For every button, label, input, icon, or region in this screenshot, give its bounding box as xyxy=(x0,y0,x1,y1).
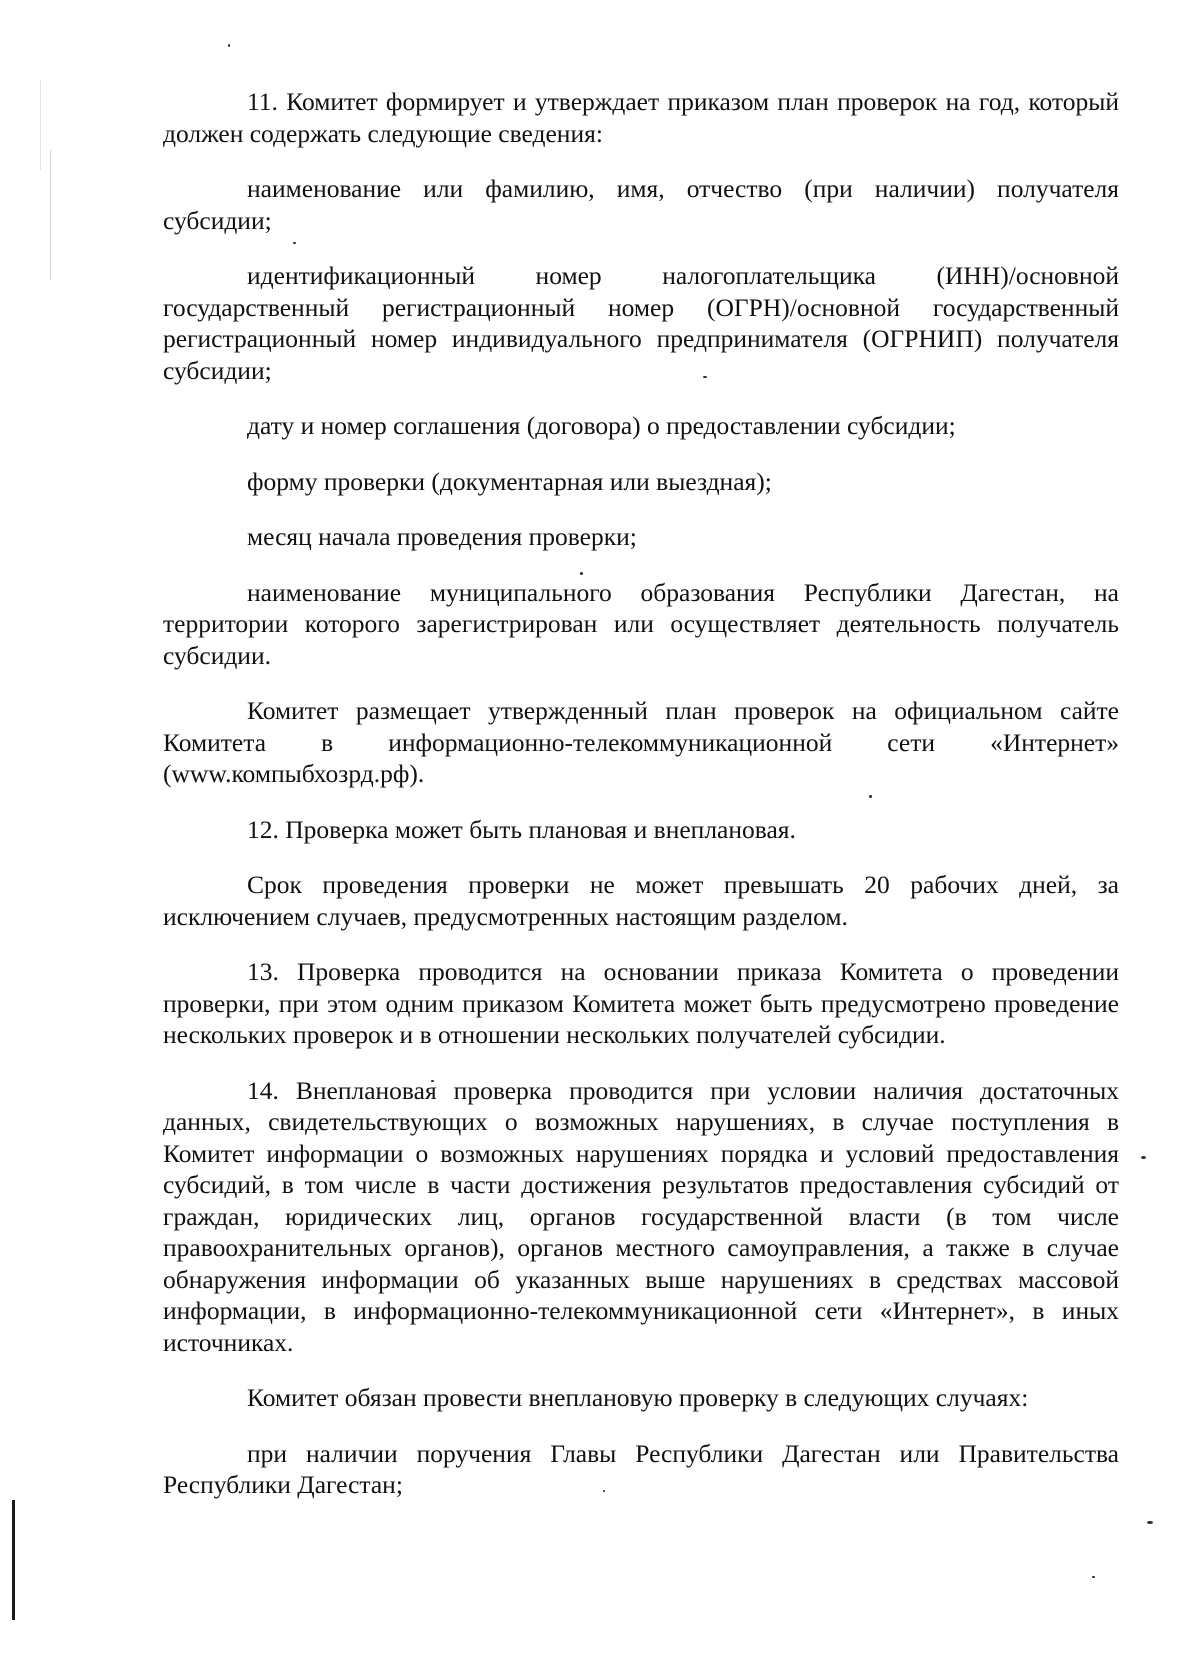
paragraph-municipality: наименование муниципального образования Республики Дагестан, на территории которого зарегистрирован или осуществляет деятельность получатель субсидии. xyxy=(163,577,1119,670)
paragraph-instruction-case: при наличии поручения Главы Республики Дагестан или Правительства Республики Дагестан; xyxy=(163,1438,1119,1499)
scan-speck xyxy=(228,44,230,47)
paragraph-inn-ogrn: идентификационный номер налогоплательщика (ИНН)/основной государственный регистрационный номер (ОГРН)/основной государственный регистрационный номер индивидуального предпринимателя (ОГРНИП) получателя субсидии; xyxy=(163,261,1119,385)
paragraph-plan-publication: Комитет размещает утвержденный план проверок на официальном сайте Комитета в информационно-телекоммуникационной сети «Интернет» (www.компыбхозрд.рф). xyxy=(163,696,1119,788)
scan-edge-faint-mark-2 xyxy=(40,80,41,170)
paragraph-mandatory-cases: Комитет обязан провести внеплановую проверку в следующих случаях: xyxy=(247,1383,1029,1412)
paragraph-12-types: 12. Проверка может быть плановая и внеплановая. xyxy=(247,814,796,844)
document-body xyxy=(163,86,1119,1525)
scan-speck xyxy=(1147,1521,1153,1524)
scan-edge-faint-mark xyxy=(50,150,51,280)
paragraph-11-plan: 11. Комитет формирует и утверждает приказом план проверок на год, который должен содержать следующие сведения: xyxy=(163,87,1119,148)
paragraph-recipient-name: наименование или фамилию, имя, отчество (при наличии) получателя субсидии; xyxy=(163,174,1119,235)
paragraph-duration: Срок проведения проверки не может превышать 20 рабочих дней, за исключением случаев, предусмотренных настоящим разделом. xyxy=(163,870,1119,931)
paragraph-inspection-form: форму проверки (документарная или выездная); xyxy=(247,466,772,496)
scan-speck xyxy=(1092,1576,1095,1578)
paragraph-start-month: месяц начала проведения проверки; xyxy=(247,522,637,551)
paragraph-14-unscheduled: 14. Внеплановая проверка проводится при условии наличия достаточных данных, свидетельствующих о возможных нарушениях, в случае поступления в Комитет информации о возможных нарушениях порядка и условий предоставления субсидий, в том числе в части достижения результатов предоставления субсидий от граждан, юридических лиц, органов государственной власти (в том числе правоохранительных органов), органов местного самоуправления, а также в случае обнаружения информации об указанных выше нарушениях в средствах массовой информации, в информационно-телекоммуникационной сети «Интернет», в иных источниках. xyxy=(163,1075,1119,1357)
scan-edge-mark xyxy=(12,1500,15,1620)
paragraph-agreement-date: дату и номер соглашения (договора) о предоставлении субсидии; xyxy=(247,411,956,440)
scan-speck xyxy=(1141,1156,1146,1159)
paragraph-13-order: 13. Проверка проводится на основании приказа Комитета о проведении проверки, при этом одним приказом Комитета может быть предусмотрено проведение нескольких проверок и в отношении нескольких получателей субсидии. xyxy=(163,957,1119,1049)
